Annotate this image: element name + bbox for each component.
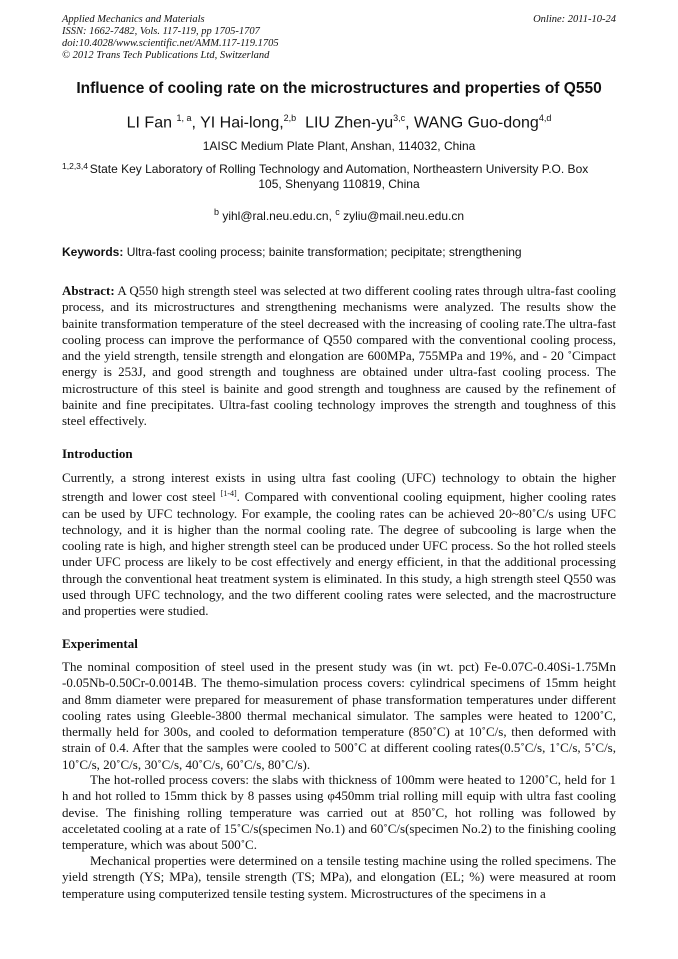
email-address: zyliu@mail.neu.edu.cn xyxy=(343,209,465,223)
doi-line: doi:10.4028/www.scientific.net/AMM.117-119.1705 xyxy=(62,38,279,49)
author-sup: 1, a xyxy=(176,113,192,123)
experimental-paragraph-1: The nominal composition of steel used in the present study was (in wt. pct) Fe-0.07C-0.40Si-1.75Mn -0.05Nb-0.50Cr-0.0014B. The themo-simulation process covers: cylindrical specimens of 15mm height and 8mm diameter were prepared for measurement of phase transformation temperatures under different cooling rates using Gleeble-3800 thermal mechanical simulator. The samples were heated to 1200˚C, thermally held for 300s, and cooled to deformation temperature (850˚C) at 10˚C/s, then deformed with strain of 0.4. After that the samples were cooled to 500˚C at different cooling rates(0.5˚C/s, 1˚C/s, 5˚C/s, 10˚C/s, 20˚C/s, 30˚C/s, 40˚C/s, 60˚C/s, 80˚C/s). xyxy=(62,659,616,772)
author-name: WANG Guo-dong xyxy=(414,114,539,132)
intro-text-part: . Compared with conventional cooling equipment, higher cooling rates can be used by UFC technology. For example, the cooling rates can be achieved 20~80˚C/s using UFC technology, and it is higher than the normal cooling rate. The degree of subcooling is large when the cooling rate is high, and higher strength steel can be produced under UFC process. So the hot rolled steels under UFC process are likely to be cost effectively and energy efficient, in that the additional processing through the conventional heat treatment system is eliminated. In this study, a high strength steel Q550 was used through UFC technology, and the two different cooling rates were selected, and the macrostructure and properties were studied. xyxy=(62,489,617,619)
experimental-paragraph-2: The hot-rolled process covers: the slabs with thickness of 100mm were heated to 1200˚C, held for 1 h and hot rolled to 15mm thick by 8 passes using φ450mm trial rolling mill equip with ultra fast cooling devise. The finishing rolling temperature was carried out at 850˚C, hot rolling was followed by acceletated cooling at a rate of 15˚C/s(specimen No.1) and 60˚C/s(specimen No.2) to the finishing cooling temperature, which was about 500˚C. xyxy=(62,772,616,853)
author-list xyxy=(40,113,638,132)
affiliation-2-line2: 105, Shenyang 110819, China xyxy=(258,177,420,191)
keywords-text: Ultra-fast cooling process; bainite transformation; pecipitate; strengthening xyxy=(126,245,522,259)
introduction-text xyxy=(62,470,616,620)
citation: [1-4] xyxy=(220,489,237,499)
introduction-heading: Introduction xyxy=(62,446,133,461)
keywords xyxy=(62,245,616,259)
journal-name: Applied Mechanics and Materials xyxy=(62,14,205,25)
author-sup: 2,b xyxy=(283,113,297,123)
author-name: YI Hai-long, xyxy=(200,114,284,132)
email-address: yihl@ral.neu.edu.cn, xyxy=(222,209,332,223)
email-sup: b xyxy=(213,207,219,217)
abstract-label: Abstract: xyxy=(62,283,115,298)
keywords-label: Keywords: xyxy=(62,245,124,259)
email-sup: c xyxy=(335,207,340,217)
email-line xyxy=(40,207,638,223)
issn-line: ISSN: 1662-7482, Vols. 117-119, pp 1705-1707 xyxy=(62,26,260,37)
affiliation-sup: 1,2,3,4 xyxy=(62,161,88,171)
author-separator: , xyxy=(405,114,415,132)
paper-title: Influence of cooling rate on the microstructures and properties of Q550 xyxy=(76,80,602,97)
online-date: Online: 2011-10-24 xyxy=(533,14,616,25)
author-separator: , xyxy=(191,114,201,132)
author-sup: 3,c xyxy=(393,113,406,123)
experimental-heading: Experimental xyxy=(62,636,138,651)
abstract-text: A Q550 high strength steel was selected at two different cooling rates through ultra-fast cooling process, and its microstructures and strengthening mechanisms were analyzed. The results show the bainite transformation temperature of the steel decreased with the increasing of cooling rate.The ultra-fast cooling process can improve the performance of Q550 compared with the conventional cooling process, and the yield strength, tensile strength and elongation are 600MPa, 755MPa and 19%, and - 20 ˚Cimpact energy is 253J, and good strength and toughness are obtained under ultra-fast cooling process. The microstructure of this steel is bainite and good strength and toughness are caused by the refinement of bainite and fine precipitates. Ultra-fast cooling technology improves the strength and toughness of this steel effectively. xyxy=(62,283,616,429)
author-name: LI Fan xyxy=(126,114,172,132)
affiliation-2 xyxy=(62,162,616,192)
intro-text-part: Currently, a strong interest exists in using ultra fast cooling (UFC) technology to obtain the higher strength and lower cost steel xyxy=(62,470,616,505)
copyright-line: © 2012 Trans Tech Publications Ltd, Switzerland xyxy=(62,50,270,61)
abstract xyxy=(62,283,616,430)
affiliation-1: 1AISC Medium Plate Plant, Anshan, 114032, China xyxy=(202,139,476,153)
author-name: LIU Zhen-yu xyxy=(305,114,394,132)
author-sup: 4,d xyxy=(538,113,552,123)
journal-header xyxy=(62,14,616,62)
affiliation-2-line1: State Key Laboratory of Rolling Technology and Automation, Northeastern University P.O. Box xyxy=(89,162,589,176)
experimental-paragraph-3: Mechanical properties were determined on a tensile testing machine using the rolled specimens. The yield strength (YS; MPa), tensile strength (TS; MPa), and elongation (EL; %) were measured at room temperature using computerized tensile testing system. Microstructures of the specimens in a xyxy=(62,853,616,901)
